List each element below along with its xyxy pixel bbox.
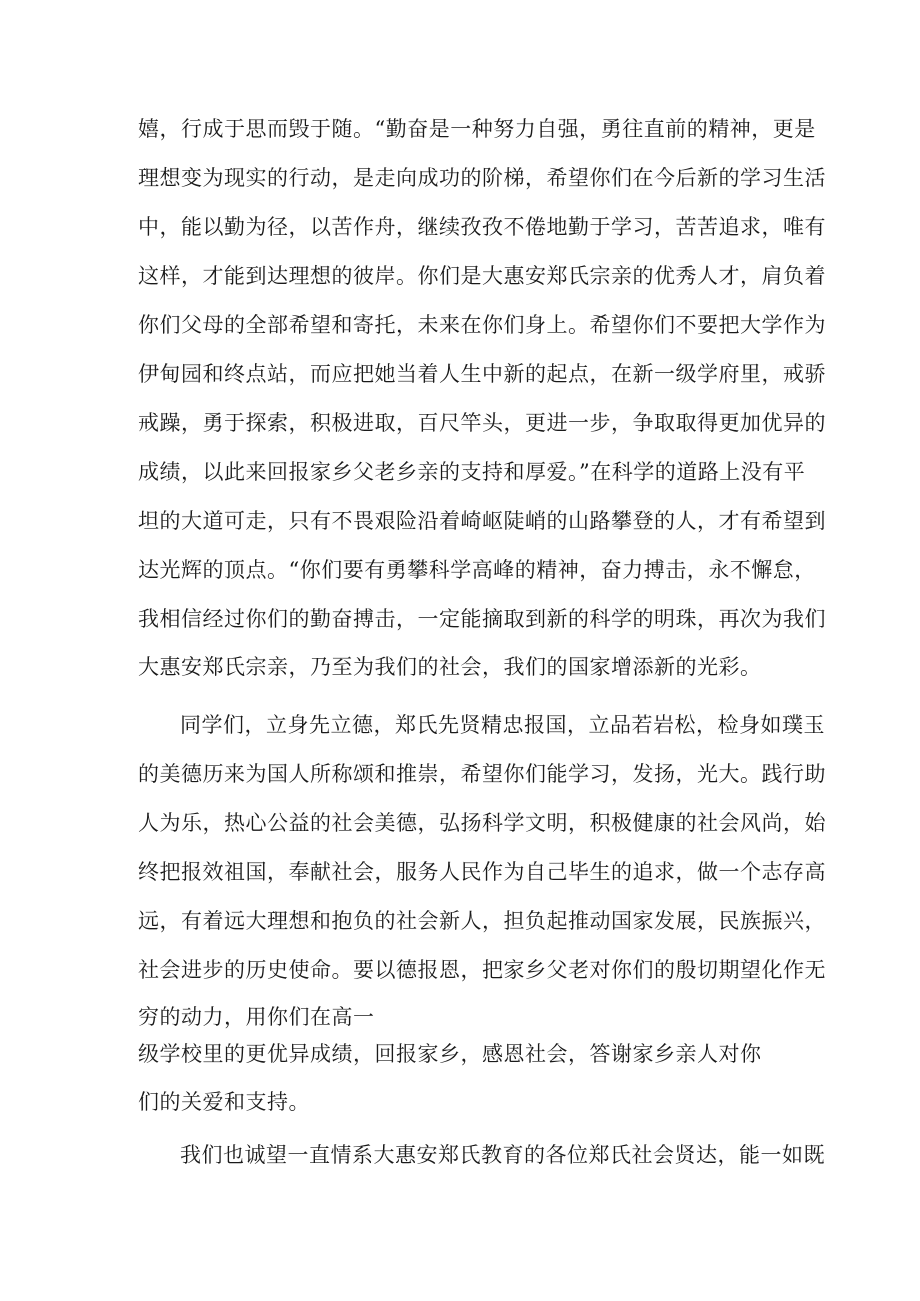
text-line: 大惠安郑氏宗亲，乃至为我们的社会，我们的国家增添新的光彩。	[138, 655, 762, 679]
text-line: 们的关爱和支持。	[138, 1090, 310, 1114]
text-line: 达光辉的顶点。“你们要有勇攀科学高峰的精神，奋力搏击，永不懈怠，	[138, 558, 816, 582]
text-line: 这样，才能到达理想的彼岸。你们是大惠安郑氏宗亲的优秀人才，肩负着	[138, 264, 826, 288]
text-line: 中，能以勤为径，以苦作舟，继续孜孜不倦地勤于学习，苦苦追求，唯有	[138, 215, 826, 239]
text-line: 级学校里的更优异成绩，回报家乡，感恩社会，答谢家乡亲人对你	[138, 1042, 762, 1066]
text-line: 嬉，行成于思而毁于随。“勤奋是一种努力自强，勇往直前的精神，更是	[138, 117, 816, 141]
text-line: 我们也诚望一直情系大惠安郑氏教育的各位郑氏社会贤达，能一如既	[180, 1143, 825, 1167]
text-line: 远，有着远大理想和抱负的社会新人，担负起推动国家发展，民族振兴，	[138, 909, 826, 933]
text-line: 坦的大道可走，只有不畏艰险沿着崎岖陡峭的山路攀登的人，才有希望到	[138, 509, 826, 533]
text-line: 穷的动力，用你们在高一	[138, 1005, 375, 1029]
text-line: 伊甸园和终点站，而应把她当着人生中新的起点，在新一级学府里，戒骄	[138, 362, 826, 386]
text-line: 我相信经过你们的勤奋搏击，一定能摘取到新的科学的明珠，再次为我们	[138, 607, 826, 631]
text-line: 你们父母的全部希望和寄托，未来在你们身上。希望你们不要把大学作为	[138, 313, 826, 337]
text-line: 社会进步的历史使命。要以德报恩，把家乡父老对你们的殷切期望化作无	[138, 958, 826, 982]
text-line: 理想变为现实的行动，是走向成功的阶梯，希望你们在今后新的学习生活	[138, 166, 826, 190]
text-line: 戒躁，勇于探索，积极进取，百尺竿头，更进一步，争取取得更加优异的	[138, 411, 826, 435]
text-line: 终把报效祖国，奉献社会，服务人民作为自己毕生的追求，做一个志存高	[138, 860, 826, 884]
text-line: 人为乐，热心公益的社会美德，弘扬科学文明，积极健康的社会风尚，始	[138, 811, 826, 835]
text-line: 的美德历来为国人所称颂和推崇，希望你们能学习，发扬，光大。践行助	[138, 762, 826, 786]
text-line: 成绩，以此来回报家乡父老乡亲的支持和厚爱。”在科学的道路上没有平	[138, 460, 806, 484]
text-line: 同学们，立身先立德，郑氏先贤精忠报国，立品若岩松，检身如璞玉	[180, 713, 825, 737]
